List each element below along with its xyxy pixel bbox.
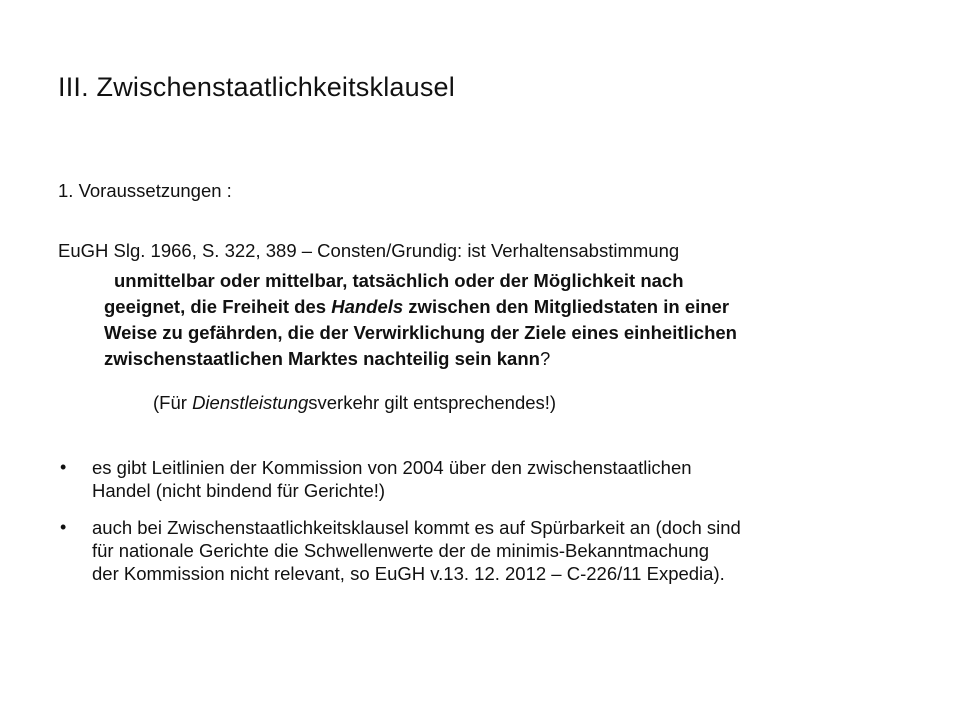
bullet-2-line-2: für nationale Gerichte die Schwellenwerte der de minimis-Bekanntmachung: [92, 540, 709, 561]
bullet-1-line-1: es gibt Leitlinien der Kommission von 2004 über den zwischenstaatlichen: [92, 457, 692, 478]
bullet-icon: •: [60, 457, 67, 477]
quote-line-1: unmittelbar oder mittelbar, tatsächlich oder der Möglichkeit nach: [114, 270, 684, 291]
quote-line-4: [104, 346, 864, 372]
note-italic: Dienstleistung: [192, 392, 309, 413]
slide-title: III. Zwischenstaatlichkeitsklausel: [58, 72, 455, 102]
quote-question-mark: ?: [539, 348, 551, 369]
subheading: 1. Voraussetzungen :: [58, 180, 232, 201]
quote-line-2-after: zwischen den Mitgliedstaten in einer: [403, 296, 730, 317]
quote-line-3: Weise zu gefährden, die der Verwirklichung der Ziele eines einheitlichen: [104, 322, 737, 343]
quote-line-2: [104, 294, 864, 320]
quote-italic-handels: Handels: [331, 296, 404, 317]
services-note: [153, 390, 556, 416]
quoted-criteria: [104, 268, 864, 372]
bullet-list: [58, 456, 918, 599]
note-after: sverkehr gilt entsprechendes!): [308, 392, 557, 413]
bullet-item-appreciability: [58, 516, 918, 585]
quote-line-2-before: geeignet, die Freiheit des: [104, 296, 332, 317]
bullet-2-line-3: der Kommission nicht relevant, so EuGH v.13. 12. 2012 – C-226/11 Expedia).: [92, 563, 725, 584]
quote-line-4-text: zwischenstaatlichen Marktes nachteilig sein kann: [104, 348, 540, 369]
case-citation-line: EuGH Slg. 1966, S. 322, 389 – Consten/Grundig: ist Verhaltensabstimmung: [58, 240, 680, 261]
bullet-item-guidelines: [58, 456, 918, 502]
bullet-icon: •: [60, 517, 67, 537]
note-before: (Für: [153, 392, 193, 413]
bullet-1-line-2: Handel (nicht bindend für Gerichte!): [92, 480, 386, 501]
bullet-2-line-1: auch bei Zwischenstaatlichkeitsklausel kommt es auf Spürbarkeit an (doch sind: [92, 517, 741, 538]
